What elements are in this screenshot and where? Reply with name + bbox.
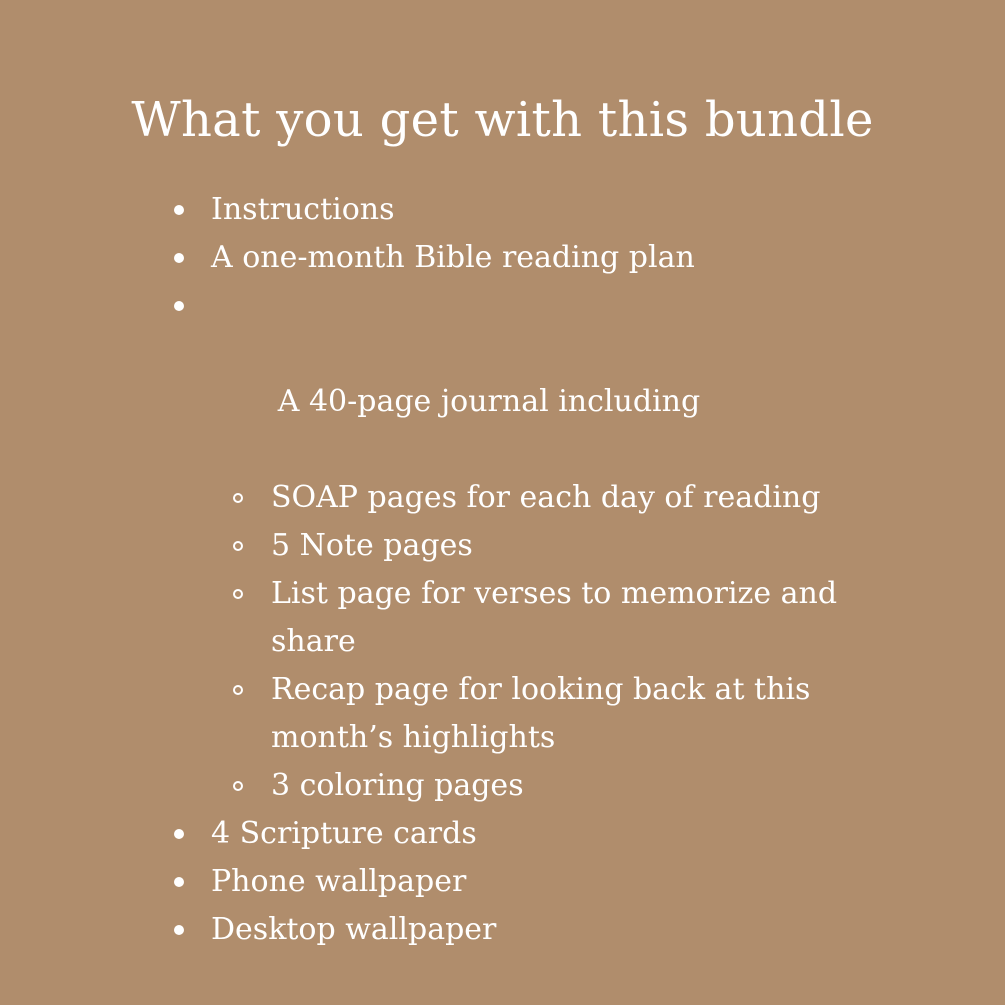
sub-list-item-label: 5 Note pages — [271, 528, 473, 563]
bullet-circle-icon — [233, 685, 243, 695]
sub-list-item-label: SOAP pages for each day of reading — [271, 480, 821, 515]
page-title: What you get with this bundle — [131, 92, 874, 148]
list-item-label: 4 Scripture cards — [211, 816, 477, 851]
bullet-dot-icon — [174, 925, 184, 935]
sub-list-item — [0, 474, 861, 522]
bullet-circle-icon — [233, 589, 243, 599]
bullet-circle-icon — [233, 781, 243, 791]
list-item — [0, 858, 1005, 906]
list-item-label: A one-month Bible reading plan — [211, 240, 695, 275]
sub-list-item — [0, 762, 861, 810]
list-item — [0, 282, 1005, 474]
sub-list-item-label: 3 coloring pages — [271, 768, 524, 803]
bullet-dot-icon — [174, 205, 184, 215]
bullet-dot-icon — [174, 877, 184, 887]
list-item-label: Desktop wallpaper — [211, 912, 497, 947]
list-item-label: A 40-page journal including — [268, 384, 701, 419]
list-item — [0, 906, 1005, 954]
sub-list-item-label: List page for verses to memorize and share — [271, 576, 838, 659]
bullet-dot-icon — [174, 253, 184, 263]
bullet-dot-icon — [174, 829, 184, 839]
list-item — [0, 234, 1005, 282]
bullet-circle-icon — [233, 493, 243, 503]
list-item-label: Phone wallpaper — [211, 864, 467, 899]
sub-list-item-label: Recap page for looking back at this month’s highlights — [271, 672, 811, 755]
sub-list-item — [0, 666, 861, 762]
list-item — [0, 810, 1005, 858]
list-item — [0, 186, 1005, 234]
list-item-label: Instructions — [211, 192, 395, 227]
bullet-circle-icon — [233, 541, 243, 551]
bullet-dot-icon — [174, 301, 184, 311]
bundle-contents-list — [0, 186, 1005, 954]
sub-list-item — [0, 522, 861, 570]
sub-list-item — [0, 570, 861, 666]
